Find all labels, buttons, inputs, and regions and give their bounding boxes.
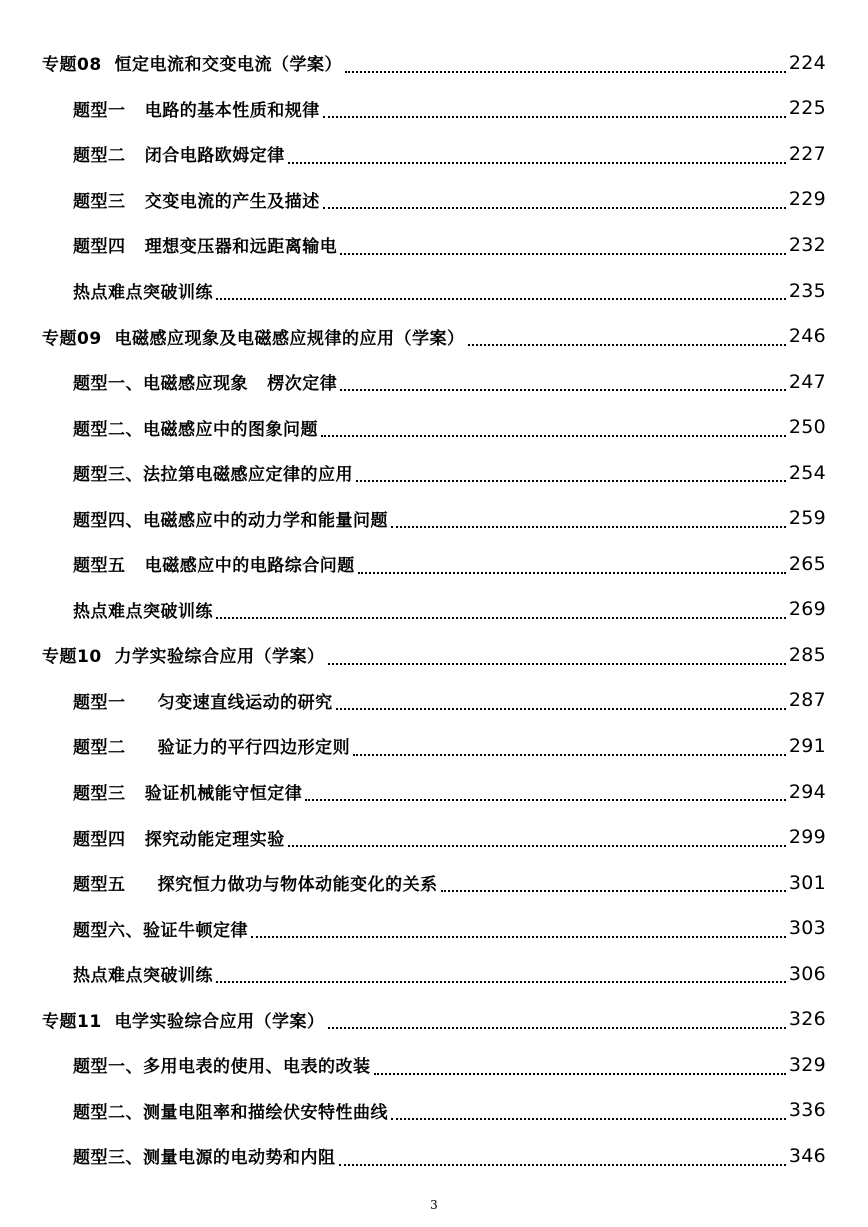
toc-entry[interactable] [0,1088,868,1134]
toc-entry[interactable] [0,268,868,314]
dot-leader [353,754,786,756]
toc-entry[interactable] [0,996,868,1042]
toc-entry-page: 227 [788,142,826,165]
toc-entry-page: 250 [788,416,826,439]
toc-entry-title: 题型二、电磁感应中的图象问题 [73,419,318,440]
toc-entry[interactable] [0,313,868,359]
dot-leader [328,1027,786,1029]
toc-entry-page: 326 [788,1008,826,1031]
dot-leader [358,572,786,574]
toc-entry-title: 题型五 探究恒力做功与物体动能变化的关系 [73,875,438,896]
toc-entry-title: 题型四 探究动能定理实验 [73,829,285,850]
dot-leader [441,890,786,892]
toc-entry[interactable] [0,450,868,496]
dot-leader [356,480,786,482]
toc-entry-page: 291 [788,734,826,757]
toc-entry[interactable] [0,404,868,450]
toc-entry-page: 254 [788,461,826,484]
toc-entry[interactable] [0,905,868,951]
toc-entry-page: 247 [788,370,826,393]
toc-entry-title: 题型二 验证力的平行四边形定则 [73,738,351,759]
dot-leader [323,207,786,209]
toc-entry[interactable] [0,951,868,997]
dot-leader [288,162,786,164]
toc-entry-page: 346 [788,1144,826,1167]
toc-entry-title: 热点难点突破训练 [73,966,213,987]
page-number: 3 [430,1198,438,1212]
toc-entry-title: 题型二、测量电阻率和描绘伏安特性曲线 [73,1102,388,1123]
toc-entry-page: 246 [788,325,826,348]
toc-entry-page: 301 [788,871,826,894]
toc-entry-title: 题型四、电磁感应中的动力学和能量问题 [73,510,388,531]
toc-entry-page: 259 [788,507,826,530]
toc-entry[interactable] [0,40,868,86]
toc-entry-page: 224 [788,51,826,74]
toc-entry[interactable] [0,131,868,177]
toc-entry-title: 题型一、电磁感应现象 楞次定律 [73,374,338,395]
toc-entry-page: 285 [788,643,826,666]
toc-entry-title: 题型一 匀变速直线运动的研究 [73,692,333,713]
toc-entry-page: 265 [788,552,826,575]
toc-entry-page: 235 [788,279,826,302]
toc-entry[interactable] [0,222,868,268]
toc-entry-page: 299 [788,826,826,849]
toc-entry-title: 题型二 闭合电路欧姆定律 [73,146,285,167]
toc-entry-page: 269 [788,598,826,621]
toc-entry[interactable] [0,177,868,223]
toc-entry[interactable] [0,723,868,769]
dot-leader [391,526,786,528]
table-of-contents [0,40,868,1179]
dot-leader [216,617,786,619]
toc-entry[interactable] [0,495,868,541]
dot-leader [328,663,786,665]
toc-entry-page: 229 [788,188,826,211]
toc-entry-page: 225 [788,97,826,120]
toc-entry-title: 题型三、法拉第电磁感应定律的应用 [73,465,353,486]
dot-leader [288,845,786,847]
dot-leader [251,936,786,938]
toc-entry-title: 题型一、多用电表的使用、电表的改装 [73,1057,371,1078]
toc-entry-title: 热点难点突破训练 [73,601,213,622]
dot-leader [391,1118,786,1120]
dot-leader [340,389,786,391]
toc-entry[interactable] [0,359,868,405]
toc-entry-page: 306 [788,962,826,985]
toc-entry-title: 专题08 恒定电流和交变电流（学案） [42,55,342,76]
dot-leader [374,1073,786,1075]
toc-entry-title: 题型四 理想变压器和远距离输电 [73,237,338,258]
toc-entry-page: 303 [788,917,826,940]
dot-leader [468,344,786,346]
toc-entry-title: 题型三 验证机械能守恒定律 [73,784,303,805]
toc-entry[interactable] [0,769,868,815]
toc-entry-title: 专题09 电磁感应现象及电磁感应规律的应用（学案） [42,328,465,349]
toc-entry-title: 题型五 电磁感应中的电路综合问题 [73,556,355,577]
toc-entry[interactable] [0,814,868,860]
dot-leader [323,116,786,118]
toc-entry[interactable] [0,1133,868,1179]
toc-entry-title: 专题11 电学实验综合应用（学案） [42,1011,325,1032]
toc-entry-title: 专题10 力学实验综合应用（学案） [42,647,325,668]
dot-leader [305,799,786,801]
toc-entry-title: 题型一 电路的基本性质和规律 [73,100,320,121]
toc-entry[interactable] [0,678,868,724]
toc-entry-title: 题型六、验证牛顿定律 [73,920,248,941]
dot-leader [321,435,786,437]
toc-entry[interactable] [0,632,868,678]
toc-entry[interactable] [0,1042,868,1088]
toc-entry-page: 329 [788,1053,826,1076]
toc-entry-page: 287 [788,689,826,712]
dot-leader [340,253,786,255]
toc-entry-title: 题型三、测量电源的电动势和内阻 [73,1148,336,1169]
toc-entry-page: 232 [788,233,826,256]
toc-entry-page: 294 [788,780,826,803]
toc-entry[interactable] [0,860,868,906]
dot-leader [216,981,786,983]
toc-entry[interactable] [0,541,868,587]
dot-leader [339,1164,786,1166]
toc-entry[interactable] [0,86,868,132]
dot-leader [216,298,786,300]
dot-leader [345,71,786,73]
toc-entry-title: 热点难点突破训练 [73,283,213,303]
toc-entry[interactable] [0,587,868,633]
toc-entry-page: 336 [788,1099,826,1122]
dot-leader [336,708,786,710]
toc-entry-title: 题型三 交变电流的产生及描述 [73,191,320,212]
